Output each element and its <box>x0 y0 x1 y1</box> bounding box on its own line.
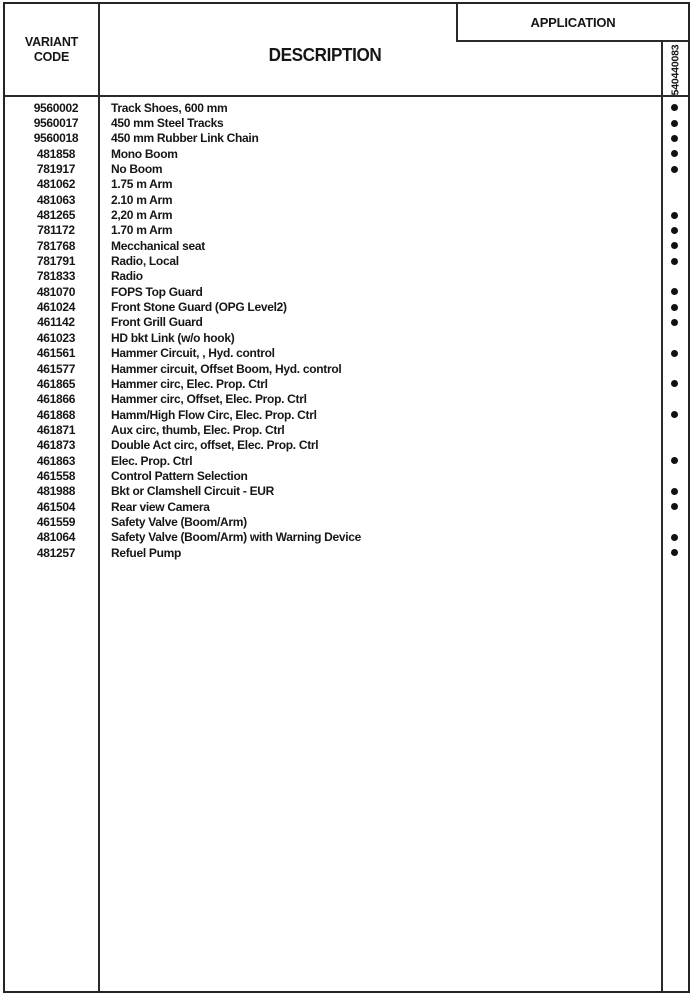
description-cell: Aux circ, thumb, Elec. Prop. Ctrl <box>111 422 285 437</box>
application-dot-icon <box>671 534 678 541</box>
variant-code-cell: 781172 <box>37 223 75 238</box>
variant-table <box>3 2 690 993</box>
variant-code-cell: 461871 <box>36 422 76 437</box>
variant-code-cell: 461873 <box>36 438 76 453</box>
variant-code-cell: 481265 <box>36 208 76 223</box>
variant-code-cell: 481070 <box>36 284 76 299</box>
variant-code-cell: 461559 <box>36 514 76 529</box>
variant-code-cell: 461863 <box>36 453 76 468</box>
application-cell <box>661 135 688 142</box>
application-dot-icon <box>671 319 678 326</box>
variant-code-cell: 9560002 <box>33 100 79 115</box>
application-cell <box>661 488 688 495</box>
variant-code-cell: 461561 <box>36 346 76 361</box>
description-cell: Radio <box>111 269 143 284</box>
application-dot-icon <box>671 488 678 495</box>
application-dot-icon <box>671 104 678 111</box>
application-cell <box>661 380 688 387</box>
description-cell: Hamm/High Flow Circ, Elec. Prop. Ctrl <box>111 407 317 422</box>
application-dot-icon <box>671 549 678 556</box>
application-cell <box>661 242 688 249</box>
variant-code-cell: 9560018 <box>33 131 79 146</box>
description-cell: Control Pattern Selection <box>111 468 248 483</box>
table-row <box>5 253 688 268</box>
application-dot-icon <box>671 380 678 387</box>
table-row <box>5 392 688 407</box>
application-cell <box>661 319 688 326</box>
description-cell: 450 mm Steel Tracks <box>111 116 224 131</box>
variant-code-cell: 461865 <box>36 376 76 391</box>
table-row <box>5 161 688 176</box>
table-row <box>5 330 688 345</box>
description-cell: Hammer Circuit, , Hyd. control <box>111 346 275 361</box>
variant-code-cell: 461504 <box>36 499 76 514</box>
variant-code-cell: 461024 <box>36 300 76 315</box>
application-dot-icon <box>671 457 678 464</box>
application-dot-icon <box>671 411 678 418</box>
description-cell: Mono Boom <box>111 146 178 161</box>
description-cell: 450 mm Rubber Link Chain <box>111 131 259 146</box>
description-cell: Front Stone Guard (OPG Level2) <box>111 300 287 315</box>
application-dot-icon <box>671 120 678 127</box>
table-row <box>5 438 688 453</box>
application-cell <box>661 457 688 464</box>
table-row <box>5 100 688 115</box>
application-cell <box>661 288 688 295</box>
table-row <box>5 346 688 361</box>
application-dot-icon <box>671 212 678 219</box>
description-cell: Safety Valve (Boom/Arm) with Warning Device <box>111 530 362 545</box>
variant-code-cell: 481062 <box>36 177 76 192</box>
application-dot-icon <box>671 288 678 295</box>
table-row <box>5 499 688 514</box>
description-cell: Mecchanical seat <box>111 238 205 253</box>
application-cell <box>661 258 688 265</box>
table-row <box>5 299 688 314</box>
description-cell: Rear view Camera <box>111 499 210 514</box>
table-row <box>5 530 688 545</box>
application-cell <box>661 304 688 311</box>
variant-code-cell: 461866 <box>36 392 76 407</box>
application-header-label: APPLICATION <box>530 14 616 30</box>
application-dot-icon <box>671 350 678 357</box>
variant-header-line2: CODE <box>33 50 70 64</box>
description-header: DESCRIPTION <box>268 45 382 65</box>
variant-code-cell: 781768 <box>36 238 76 253</box>
application-cell <box>661 411 688 418</box>
table-row <box>5 545 688 560</box>
table-row <box>5 115 688 130</box>
application-cell <box>661 549 688 556</box>
variant-code-cell: 781833 <box>36 269 76 284</box>
table-row <box>5 131 688 146</box>
description-cell: Radio, Local <box>111 254 179 269</box>
variant-code-cell: 481063 <box>36 192 76 207</box>
table-row <box>5 453 688 468</box>
description-cell: Hammer circuit, Offset Boom, Hyd. control <box>111 361 342 376</box>
variant-code-cell: 481858 <box>36 146 76 161</box>
description-cell: 1.70 m Arm <box>111 223 173 238</box>
application-cell <box>661 503 688 510</box>
table-row <box>5 315 688 330</box>
application-cell <box>661 534 688 541</box>
variant-code-cell: 781791 <box>36 254 76 269</box>
application-column-header <box>663 42 688 98</box>
description-cell: Hammer circ, Elec. Prop. Ctrl <box>111 376 268 391</box>
table-row <box>5 284 688 299</box>
table-body <box>5 100 688 560</box>
table-row <box>5 514 688 529</box>
description-cell: Bkt or Clamshell Circuit - EUR <box>111 484 275 499</box>
table-row <box>5 223 688 238</box>
application-cell <box>661 104 688 111</box>
table-row <box>5 177 688 192</box>
variant-code-cell: 461577 <box>36 361 76 376</box>
application-dot-icon <box>671 242 678 249</box>
description-cell: 1.75 m Arm <box>111 177 173 192</box>
description-cell: Hammer circ, Offset, Elec. Prop. Ctrl <box>111 392 307 407</box>
description-cell: 2,20 m Arm <box>111 208 173 223</box>
application-dot-icon <box>671 135 678 142</box>
application-dot-icon <box>671 166 678 173</box>
table-row <box>5 407 688 422</box>
application-cell <box>661 150 688 157</box>
variant-code-cell: 781917 <box>36 162 76 177</box>
table-row <box>5 361 688 376</box>
table-row <box>5 468 688 483</box>
description-cell: FOPS Top Guard <box>111 284 203 299</box>
application-dot-icon <box>671 150 678 157</box>
application-cell <box>661 212 688 219</box>
variant-code-cell: 461142 <box>37 315 75 330</box>
application-dot-icon <box>671 227 678 234</box>
description-cell: Safety Valve (Boom/Arm) <box>111 514 247 529</box>
description-cell: Front Grill Guard <box>111 315 203 330</box>
description-cell: No Boom <box>111 162 163 177</box>
variant-code-cell: 461868 <box>36 407 76 422</box>
table-row <box>5 238 688 253</box>
table-row <box>5 207 688 222</box>
table-row <box>5 146 688 161</box>
table-row <box>5 422 688 437</box>
application-cell <box>661 166 688 173</box>
application-cell <box>661 350 688 357</box>
variant-code-cell: 461023 <box>36 330 76 345</box>
application-number-label: 540440083 <box>669 44 682 96</box>
table-row <box>5 192 688 207</box>
variant-code-cell: 461558 <box>36 468 76 483</box>
description-cell: HD bkt Link (w/o hook) <box>111 330 235 345</box>
variant-code-header <box>5 35 98 65</box>
description-cell: Track Shoes, 600 mm <box>111 100 228 115</box>
table-row <box>5 269 688 284</box>
description-cell: Refuel Pump <box>111 545 182 560</box>
description-cell: Elec. Prop. Ctrl <box>111 453 193 468</box>
variant-code-cell: 481988 <box>36 484 76 499</box>
description-cell: 2.10 m Arm <box>111 192 173 207</box>
application-dot-icon <box>671 258 678 265</box>
variant-code-cell: 481257 <box>36 545 76 560</box>
application-cell <box>661 120 688 127</box>
application-dot-icon <box>671 503 678 510</box>
variant-code-cell: 481064 <box>36 530 76 545</box>
header-row-divider <box>5 95 688 97</box>
variant-header-line1: VARIANT <box>24 35 79 49</box>
table-row <box>5 376 688 391</box>
application-header-cell <box>456 4 688 42</box>
variant-code-cell: 9560017 <box>33 116 79 131</box>
application-dot-icon <box>671 304 678 311</box>
description-cell: Double Act circ, offset, Elec. Prop. Ctrl <box>111 438 319 453</box>
application-cell <box>661 227 688 234</box>
table-row <box>5 484 688 499</box>
